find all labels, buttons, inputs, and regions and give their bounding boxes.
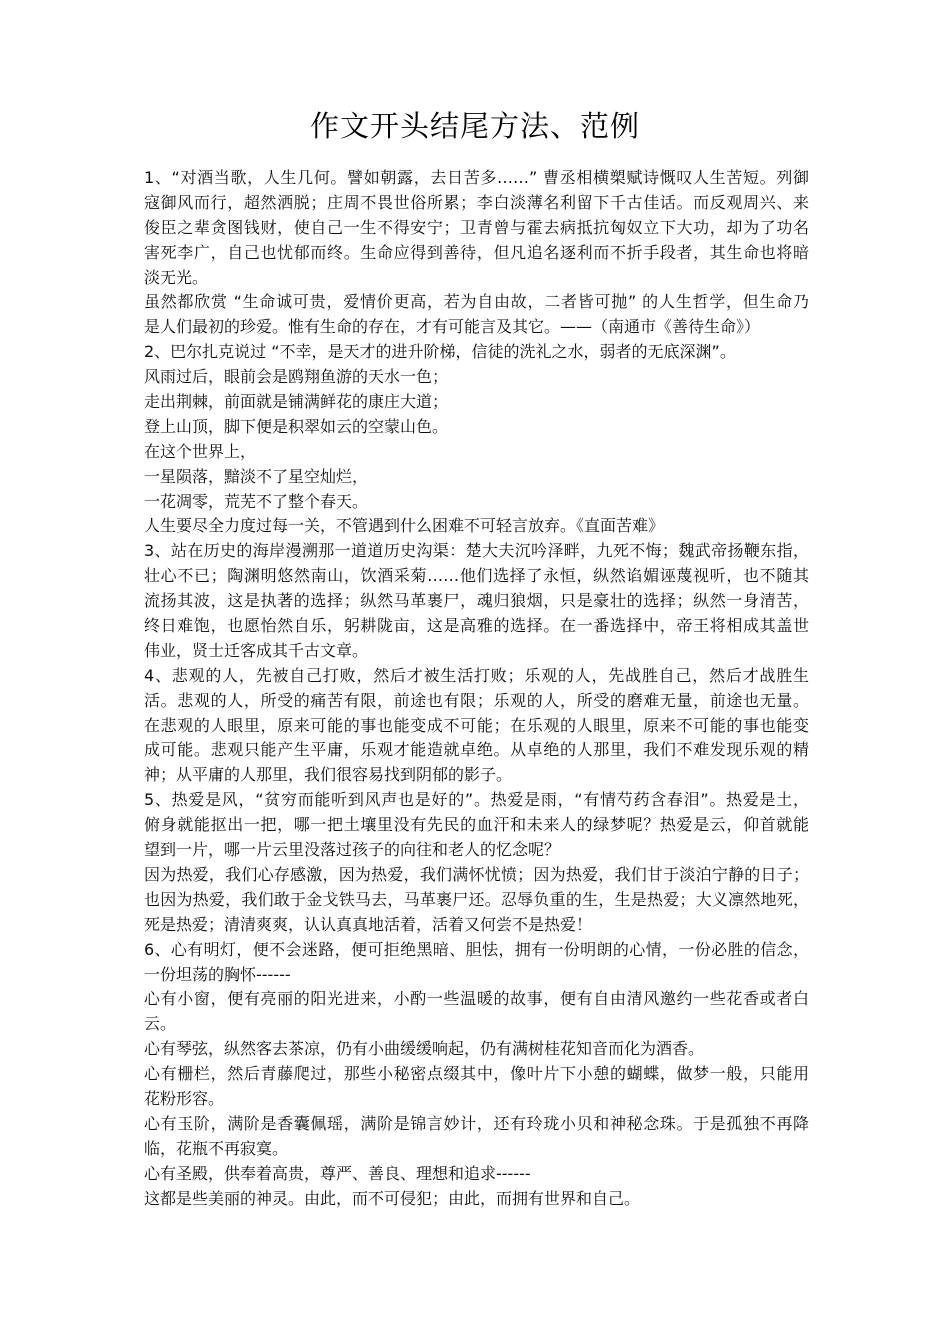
text-line: 登上山顶，脚下便是积翠如云的空蒙山色。 [144,416,449,436]
text-line: 在悲观的人眼里，原来可能的事也能变成不可能；在乐观的人眼里，原来不可能的事也能变 [144,715,809,735]
text-line: 1、“对酒当歌，人生几何。譬如朝露，去日苦多……” 曹丞相横槊赋诗慨叹人生苦短。列御 [144,168,809,187]
text-line: 是人们最初的珍爱。惟有生命的存在，才有可能言及其它。——（南通市《善待生命》） [144,317,761,337]
text-line: 望到一片，哪一片云里没落过孩子的向往和老人的忆念呢？ [144,840,561,860]
text-line: 神；从平庸的人那里，我们很容易找到阴郁的影子。 [144,765,513,785]
text-line: 心有圣殿，供奉着高贵，尊严、善良、理想和追求------ [144,1163,531,1183]
text-line: 虽然都欣赏 “生命诚可贵，爱情价更高，若为自由故，二者皆可抛” 的人生哲学，但生命乃 [144,292,809,312]
text-line: 心有琴弦，纵然客去茶凉，仍有小曲缓缓响起，仍有满树桂花知音而化为酒香。 [144,1039,705,1059]
text-line: 6、心有明灯，便不会迷路，便可拒绝黑暗、胆怯，拥有一份明朗的心情，一份必胜的信念， [144,939,809,959]
text-line: 云。 [144,1014,177,1034]
text-line: 害死李广，自己也忧郁而终。生命应得到善待，但凡追名逐利而不折手段者，其生命也将暗 [144,242,809,262]
text-line: 3、站在历史的海岸漫溯那一道道历史沟渠：楚大夫沉吟泽畔，九死不悔；魏武帝扬鞭东指， [144,541,809,561]
text-line: 4、悲观的人，先被自己打败，然后才被生活打败；乐观的人，先战胜自己，然后才战胜生 [144,665,809,685]
text-line: 死是热爱；清清爽爽，认认真真地活着，活着又何尝不是热爱！ [144,914,593,934]
text-line: 终日难饱，也愿怡然自乐，躬耕陇亩，这是高雅的选择。在一番选择中，帝王将相成其盖世 [144,616,809,636]
text-line: 这都是些美丽的神灵。由此，而不可侵犯；由此，而拥有世界和自己。 [144,1188,641,1208]
text-line: 俯身就能抠出一把，哪一把土壤里没有先民的血汗和未来人的绿梦呢？热爱是云，仰首就能 [144,815,809,835]
text-line: 一花凋零，荒芜不了整个春天。 [144,491,369,511]
text-line: 2、巴尔扎克说过 “不幸，是天才的进升阶梯，信徒的洗礼之水，弱者的无底深渊”。 [144,342,736,362]
text-line: 淡无光。 [144,267,209,287]
text-line: 一份坦荡的胸怀------ [144,964,291,984]
page-title: 作文开头结尾方法、范例 [309,109,640,143]
text-line: 花粉形容。 [144,1088,225,1108]
text-line: 壮心不已；陶渊明悠然南山，饮酒采菊……他们选择了永恒，纵然谄媚诬蔑视听，也不随其 [144,566,809,586]
text-line: 俊臣之辈贪图钱财，使自己一生不得安宁；卫青曾与霍去病抵抗匈奴立下大功，却为了功名 [144,217,809,237]
text-line: 心有栅栏，然后青藤爬过，那些小秘密点缀其中，像叶片下小憩的蝴蝶，做梦一般，只能用 [144,1064,809,1084]
text-line: 流扬其波，这是执著的选择；纵然马革裹尸，魂归狼烟，只是豪壮的选择；纵然一身清苦， [144,591,809,611]
text-line: 5、热爱是风，“贫穷而能听到风声也是好的”。热爱是雨，“有情芍药含春泪”。热爱是土， [144,790,809,810]
text-line: 活。悲观的人，所受的痛苦有限，前途也有限；乐观的人，所受的磨难无量，前途也无量。 [144,690,809,710]
text-line: 心有小窗，便有亮丽的阳光进来，小酌一些温暖的故事，便有自由清风邀约一些花香或者白 [144,989,809,1009]
text-line: 一星陨落，黯淡不了星空灿烂， [144,466,369,486]
text-line: 因为热爱，我们心存感激，因为热爱，我们满怀忧愤；因为热爱，我们甘于淡泊宁静的日子； [144,864,809,884]
document-body [144,166,809,1211]
text-line: 也因为热爱，我们敢于金戈铁马去，马革裹尸还。忍辱负重的生，生是热爱；大义凛然地死， [144,889,809,909]
text-line: 心有玉阶，满阶是香囊佩瑶，满阶是锦言妙计，还有玲珑小贝和神秘念珠。于是孤独不再降 [144,1113,809,1133]
text-line: 成可能。悲观只能产生平庸，乐观才能造就卓绝。从卓绝的人那里，我们不难发现乐观的精 [144,740,809,760]
text-line: 临，花瓶不再寂寞。 [144,1138,289,1158]
text-line: 寇御风而行，超然洒脱；庄周不畏世俗所累；李白淡薄名利留下千古佳话。而反观周兴、来 [144,192,809,212]
text-line: 在这个世界上， [144,441,257,461]
text-line: 风雨过后，眼前会是鸥翔鱼游的天水一色； [144,367,449,387]
text-line: 人生要尽全力度过每一关，不管遇到什么困难不可轻言放弃。《直面苦难》 [144,516,665,536]
text-line: 伟业，贤士迁客成其千古文章。 [144,640,369,660]
text-line: 走出荆棘，前面就是铺满鲜花的康庄大道； [144,392,449,412]
